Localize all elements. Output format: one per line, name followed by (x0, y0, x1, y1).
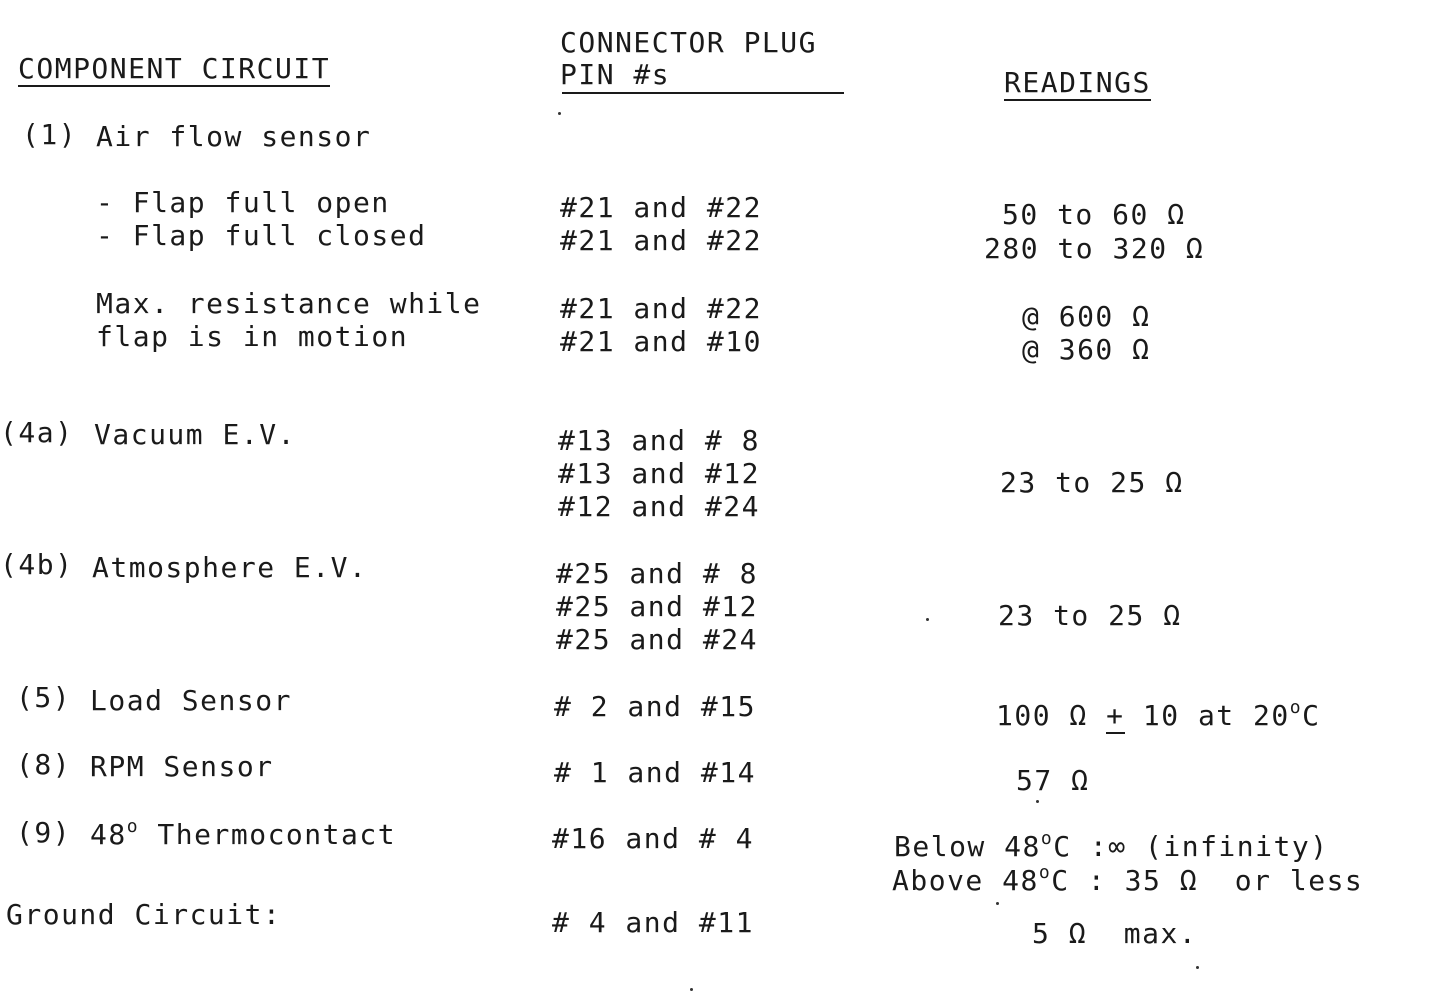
header-component-circuit: COMPONENT CIRCUIT (18, 52, 331, 85)
row-4a-name: Vacuum E.V. (94, 418, 296, 451)
row-1-flap-open: - Flap full open (96, 186, 390, 219)
header-readings: READINGS (1004, 66, 1151, 99)
ground-circuit-label: Ground Circuit: (6, 898, 282, 931)
row-1-max-reading-1: @ 600 Ω (1022, 300, 1151, 333)
row-4a-pins-3: #12 and #24 (558, 490, 760, 523)
row-4a-pins (558, 424, 760, 523)
scan-speck (996, 902, 999, 905)
row-9-below-b: C :∞ (infinity) (1053, 830, 1329, 863)
row-1-flap-closed-pins: #21 and #22 (560, 224, 762, 257)
row-4a-reading: 23 to 25 Ω (1000, 466, 1184, 499)
row-8-reading: 57 Ω (1016, 764, 1090, 797)
ground-circuit-reading: 5 Ω max. (1032, 917, 1198, 950)
row-4b-pins-2: #25 and #12 (556, 590, 758, 623)
row-4a-pins-2: #13 and #12 (558, 457, 760, 490)
row-9-above-reading (892, 864, 1363, 897)
row-1-max-line2: flap is in motion (96, 320, 409, 353)
row-9-name-rest: Thermocontact (139, 818, 397, 851)
row-1-number: (1) (22, 118, 78, 151)
row-9-name-degree: o (126, 816, 140, 837)
header-connector-plug: CONNECTOR PLUG (560, 26, 818, 59)
row-1-max-resistance (96, 287, 482, 353)
row-1-flap-closed: - Flap full closed (96, 219, 427, 252)
row-5-name: Load Sensor (90, 684, 292, 717)
row-9-below-reading (894, 830, 1329, 863)
row-5-number: (5) (16, 681, 72, 714)
row-4a-pins-1: #13 and # 8 (558, 424, 760, 457)
scan-speck (690, 988, 693, 991)
scan-speck (558, 112, 561, 115)
row-4b-name: Atmosphere E.V. (92, 551, 368, 584)
row-9-above-degree: o (1038, 862, 1052, 883)
header-pin-numbers: PIN #s (560, 58, 671, 91)
row-1-max-line1: Max. resistance while (96, 287, 482, 320)
row-9-below-a: Below 48 (894, 830, 1041, 863)
row-9-above-b: C : 35 Ω or less (1051, 864, 1364, 897)
row-1-flap-open-pins: #21 and #22 (560, 191, 762, 224)
row-1-flap-list (96, 186, 426, 252)
row-5-degree: o (1289, 697, 1303, 718)
row-4b-pins-3: #25 and #24 (556, 623, 758, 656)
scan-speck (1036, 800, 1039, 803)
row-9-name (90, 818, 396, 851)
row-9-above-a: Above 48 (892, 864, 1039, 897)
row-1-max-pins (560, 292, 762, 358)
row-5-pins: # 2 and #15 (554, 690, 756, 723)
row-1-flap-open-reading: 50 to 60 Ω (1002, 198, 1186, 231)
row-9-number: (9) (16, 816, 72, 849)
row-1-max-pins-1: #21 and #22 (560, 292, 762, 325)
row-4b-number: (4b) (0, 548, 74, 581)
row-4a-number: (4a) (0, 416, 74, 449)
row-5-reading (996, 699, 1320, 732)
row-4b-reading: 23 to 25 Ω (998, 599, 1182, 632)
row-8-name: RPM Sensor (90, 750, 274, 783)
row-8-pins: # 1 and #14 (554, 756, 756, 789)
scan-speck (1196, 966, 1199, 969)
row-1-flap-closed-reading: 280 to 320 Ω (984, 232, 1205, 265)
row-9-name-prefix: 48 (90, 818, 127, 851)
row-8-number: (8) (16, 748, 72, 781)
ground-circuit-pins: # 4 and #11 (552, 906, 754, 939)
scan-speck (926, 618, 929, 621)
row-1-name: Air flow sensor (96, 120, 372, 153)
header-pins-underline (562, 92, 844, 94)
row-9-pins: #16 and # 4 (552, 822, 754, 855)
row-5-plus-minus: + (1106, 699, 1125, 732)
row-1-flap-pins (560, 191, 762, 257)
row-5-reading-value: 100 Ω (996, 699, 1088, 732)
row-5-reading-rest: 10 at 20 (1124, 699, 1290, 732)
row-1-max-pins-2: #21 and #10 (560, 325, 762, 358)
row-5-unit: C (1302, 699, 1321, 732)
row-1-max-readings (1022, 300, 1151, 366)
row-4b-pins (556, 557, 758, 656)
row-9-below-degree: o (1040, 828, 1054, 849)
row-4b-pins-1: #25 and # 8 (556, 557, 758, 590)
row-1-max-reading-2: @ 360 Ω (1022, 333, 1151, 366)
